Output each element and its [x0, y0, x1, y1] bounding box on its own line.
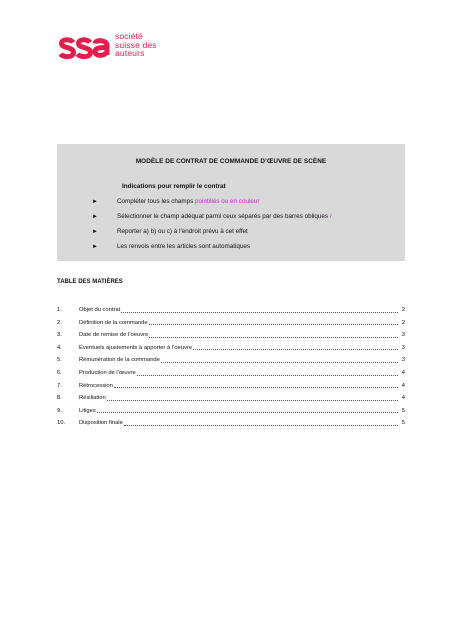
toc-number: 10. [57, 420, 66, 427]
toc-number: 4. [57, 344, 62, 351]
ssa-logo [58, 33, 157, 65]
toc-label: Litiges [79, 407, 96, 414]
toc-label: Rémunération de la commande [79, 357, 160, 364]
toc-label: Définition de la commande [79, 319, 148, 326]
toc-page: 4 [401, 395, 405, 402]
toc-entry[interactable] [57, 326, 405, 339]
instruction-highlight: / [329, 213, 332, 220]
toc-label: Éventuels ajustements à apporter à l’oeuvre [79, 344, 193, 351]
instruction-item [92, 198, 259, 205]
toc-entry[interactable] [57, 389, 405, 402]
ssa-logo-mark [58, 33, 112, 63]
toc-label: Rétrocession [79, 382, 113, 389]
toc-leader [149, 337, 398, 338]
bullet-arrow-icon: ► [92, 199, 98, 205]
toc-number: 2. [57, 319, 62, 326]
toc-leader [161, 362, 398, 363]
toc-label: Objet du contrat [79, 307, 121, 314]
bullet-arrow-icon: ► [92, 229, 98, 235]
instruction-text: Les renvois entre les articles sont automatiques [117, 243, 251, 250]
toc-page: 5 [401, 420, 405, 427]
toc-page: 4 [401, 370, 405, 377]
table-of-contents [57, 301, 405, 427]
toc-entry[interactable] [57, 301, 405, 314]
toc-number: 3. [57, 332, 62, 339]
instruction-item [92, 213, 332, 220]
instruction-highlight: pointillés ou en couleur [195, 198, 260, 205]
toc-number: 1. [57, 307, 62, 314]
toc-page: 4 [401, 382, 405, 389]
toc-number: 6. [57, 370, 62, 377]
toc-label: Date de remise de l’oeuvre [79, 332, 149, 339]
toc-leader [121, 312, 398, 313]
instruction-text: Reporter a) b) ou c) à l’endroit prévu à cet effet [117, 228, 248, 235]
bullet-arrow-icon: ► [92, 214, 98, 220]
toc-entry[interactable] [57, 364, 405, 377]
toc-number: 7. [57, 382, 62, 389]
toc-number: 5. [57, 357, 62, 364]
toc-leader [137, 375, 398, 376]
toc-entry[interactable] [57, 414, 405, 427]
toc-entry[interactable] [57, 314, 405, 327]
instruction-text: Compléter tous les champs [117, 198, 196, 205]
instruction-item [92, 228, 248, 235]
toc-number: 9. [57, 407, 62, 414]
toc-page: 2 [401, 307, 405, 314]
bullet-arrow-icon: ► [92, 244, 98, 250]
toc-label: Disposition finale [79, 420, 123, 427]
toc-leader [114, 387, 398, 388]
toc-page: 3 [401, 332, 405, 339]
logo-word-2: suisse des [115, 39, 157, 50]
toc-page: 2 [401, 319, 405, 326]
toc-page: 3 [401, 344, 405, 351]
toc-entry[interactable] [57, 339, 405, 352]
toc-entry[interactable] [57, 377, 405, 390]
ssa-logo-wordmark [115, 32, 157, 58]
toc-label: Production de l’œuvre [79, 370, 136, 377]
toc-leader [97, 412, 398, 413]
toc-page: 3 [401, 357, 405, 364]
toc-page: 5 [401, 407, 405, 414]
logo-word-3: auteurs [115, 48, 145, 59]
contract-model-title: MODÈLE DE CONTRAT DE COMMANDE D’ŒUVRE DE SCÈNE [135, 158, 327, 165]
instruction-item [92, 243, 250, 250]
toc-leader [149, 324, 398, 325]
instruction-text: Sélectionner le champ adéquat parmi ceux séparés par des barres obliques [117, 213, 330, 220]
logo-word-1: société [115, 31, 143, 41]
toc-number: 8. [57, 395, 62, 402]
instructions-panel [57, 144, 405, 261]
toc-title: TABLE DES MATIÈRES [57, 279, 123, 285]
toc-leader [107, 400, 398, 401]
toc-leader [124, 425, 398, 426]
indications-heading: Indications pour remplir le contrat [122, 183, 226, 190]
toc-entry[interactable] [57, 351, 405, 364]
toc-label: Résiliation [79, 395, 106, 402]
toc-entry[interactable] [57, 402, 405, 415]
toc-leader [193, 349, 398, 350]
